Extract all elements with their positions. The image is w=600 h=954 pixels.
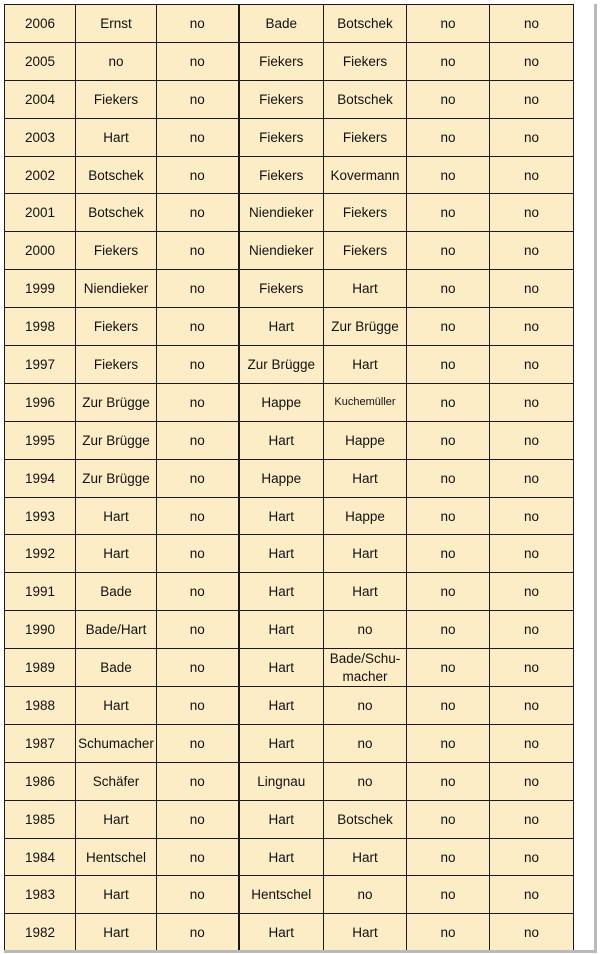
table-cell: Fiekers — [324, 194, 407, 232]
table-cell: no — [490, 914, 574, 952]
table-cell: no — [157, 308, 239, 346]
table-cell: Happe — [324, 497, 407, 535]
table-row — [5, 497, 574, 535]
table-cell: no — [490, 687, 574, 725]
table-cell: no — [407, 156, 490, 194]
year-cell: 2000 — [5, 232, 76, 270]
table-cell: Hart — [239, 724, 324, 762]
table-cell: Hart — [239, 914, 324, 952]
year-cell: 2002 — [5, 156, 76, 194]
table-cell: Lingnau — [239, 762, 324, 800]
table-cell: no — [490, 156, 574, 194]
table-cell: no — [490, 42, 574, 80]
table-cell: Hart — [324, 573, 407, 611]
table-row — [5, 383, 574, 421]
table-cell: no — [407, 535, 490, 573]
table-row — [5, 535, 574, 573]
table-cell: Fiekers — [239, 270, 324, 308]
table-cell: no — [407, 762, 490, 800]
table-row — [5, 308, 574, 346]
table-cell: no — [490, 118, 574, 156]
year-cell: 1999 — [5, 270, 76, 308]
table-cell: no — [490, 232, 574, 270]
table-cell: no — [490, 611, 574, 649]
table-cell: no — [157, 80, 239, 118]
table-cell: no — [157, 535, 239, 573]
table-cell: Fiekers — [324, 42, 407, 80]
table-cell: Schumacher — [76, 724, 157, 762]
table-cell: no — [157, 194, 239, 232]
table-cell: no — [407, 724, 490, 762]
table-cell: Fiekers — [76, 346, 157, 384]
year-cell: 2001 — [5, 194, 76, 232]
table-row — [5, 649, 574, 687]
year-cell: 1994 — [5, 459, 76, 497]
table-cell: no — [407, 914, 490, 952]
table-cell: Ernst — [76, 5, 157, 43]
table-cell: no — [157, 876, 239, 914]
table-cell: no — [157, 687, 239, 725]
table-cell: no — [490, 800, 574, 838]
table-cell: Botschek — [76, 156, 157, 194]
table-row — [5, 156, 574, 194]
year-cell: 1986 — [5, 762, 76, 800]
table-cell: no — [157, 5, 239, 43]
table-cell: no — [407, 687, 490, 725]
table-cell: Botschek — [76, 194, 157, 232]
year-cell: 1989 — [5, 649, 76, 687]
table-cell: Hart — [324, 459, 407, 497]
year-cell: 1998 — [5, 308, 76, 346]
table-row — [5, 800, 574, 838]
table-cell: Zur Brügge — [239, 346, 324, 384]
table-row — [5, 687, 574, 725]
table-cell: no — [157, 346, 239, 384]
table-cell: Hart — [324, 535, 407, 573]
table-cell: Bade/Schu- macher — [324, 649, 407, 687]
table-cell: Fiekers — [324, 118, 407, 156]
table-cell: no — [407, 838, 490, 876]
table-row — [5, 724, 574, 762]
table-cell: no — [407, 611, 490, 649]
table-cell: no — [490, 421, 574, 459]
table-cell: no — [490, 346, 574, 384]
year-cell: 2004 — [5, 80, 76, 118]
table-cell: Hart — [239, 421, 324, 459]
table-row — [5, 611, 574, 649]
table-cell: no — [490, 535, 574, 573]
table-cell: no — [407, 346, 490, 384]
table-cell: Kovermann — [324, 156, 407, 194]
table-cell: no — [407, 459, 490, 497]
table-cell: Hart — [324, 838, 407, 876]
table-cell: no — [157, 421, 239, 459]
table-row — [5, 838, 574, 876]
table-cell: Hart — [324, 346, 407, 384]
table-cell: Hart — [239, 497, 324, 535]
table-cell: no — [407, 573, 490, 611]
table-cell: Hart — [239, 838, 324, 876]
table-cell: Bade — [76, 649, 157, 687]
results-table — [4, 4, 574, 952]
table-cell: Fiekers — [76, 232, 157, 270]
table-cell: no — [490, 876, 574, 914]
table-cell: Hart — [76, 914, 157, 952]
table-cell: no — [490, 649, 574, 687]
table-cell: no — [324, 611, 407, 649]
table-cell: no — [407, 800, 490, 838]
table-cell: no — [157, 459, 239, 497]
table-cell: Niendieker — [239, 194, 324, 232]
table-cell: no — [490, 270, 574, 308]
table-cell: no — [157, 724, 239, 762]
table-cell: no — [157, 42, 239, 80]
table-cell: no — [407, 308, 490, 346]
year-cell: 1985 — [5, 800, 76, 838]
table-cell: Fiekers — [239, 80, 324, 118]
table-cell: no — [324, 876, 407, 914]
table-cell: no — [407, 232, 490, 270]
table-row — [5, 459, 574, 497]
table-row — [5, 232, 574, 270]
table-cell: no — [407, 5, 490, 43]
table-row — [5, 118, 574, 156]
table-cell: no — [407, 80, 490, 118]
table-cell: Hart — [239, 573, 324, 611]
table-cell: no — [490, 459, 574, 497]
table-cell: no — [407, 649, 490, 687]
table-cell: no — [157, 118, 239, 156]
table-cell: Schäfer — [76, 762, 157, 800]
table-cell: no — [157, 497, 239, 535]
table-cell: Hart — [76, 497, 157, 535]
table-cell: no — [157, 649, 239, 687]
results-table-container — [4, 4, 574, 952]
table-cell: no — [490, 308, 574, 346]
table-cell: Botschek — [324, 800, 407, 838]
year-cell: 2006 — [5, 5, 76, 43]
table-cell: no — [157, 573, 239, 611]
year-cell: 1983 — [5, 876, 76, 914]
table-cell: no — [490, 573, 574, 611]
table-row — [5, 876, 574, 914]
table-row — [5, 573, 574, 611]
table-cell: no — [490, 5, 574, 43]
table-cell: no — [157, 800, 239, 838]
table-cell: Hart — [76, 800, 157, 838]
table-cell: Niendieker — [76, 270, 157, 308]
table-cell: no — [490, 383, 574, 421]
table-cell: Hart — [239, 535, 324, 573]
table-cell: Hart — [324, 270, 407, 308]
table-cell: Hart — [239, 611, 324, 649]
year-cell: 2003 — [5, 118, 76, 156]
table-cell: no — [157, 611, 239, 649]
table-cell: Hart — [76, 687, 157, 725]
table-cell: no — [157, 762, 239, 800]
table-cell: Zur Brügge — [76, 459, 157, 497]
table-cell: Hart — [239, 649, 324, 687]
year-cell: 1984 — [5, 838, 76, 876]
table-cell: no — [324, 724, 407, 762]
table-cell: Fiekers — [239, 156, 324, 194]
table-cell: Happe — [324, 421, 407, 459]
table-cell: no — [76, 42, 157, 80]
table-cell: no — [407, 270, 490, 308]
table-cell: Bade/Hart — [76, 611, 157, 649]
table-cell: no — [407, 42, 490, 80]
table-cell: no — [407, 383, 490, 421]
year-cell: 1996 — [5, 383, 76, 421]
table-cell: Hart — [76, 876, 157, 914]
table-row — [5, 194, 574, 232]
table-cell: Hart — [324, 914, 407, 952]
table-cell: no — [324, 687, 407, 725]
year-cell: 1987 — [5, 724, 76, 762]
year-cell: 1995 — [5, 421, 76, 459]
table-cell: no — [157, 232, 239, 270]
table-row — [5, 5, 574, 43]
table-cell: no — [324, 762, 407, 800]
table-cell: Hentschel — [76, 838, 157, 876]
table-row — [5, 421, 574, 459]
table-cell: no — [490, 724, 574, 762]
table-cell: no — [157, 156, 239, 194]
table-cell: no — [490, 194, 574, 232]
table-cell: no — [407, 876, 490, 914]
table-cell: Botschek — [324, 80, 407, 118]
table-cell: Zur Brügge — [76, 421, 157, 459]
table-cell: no — [407, 421, 490, 459]
year-cell: 1993 — [5, 497, 76, 535]
table-cell: no — [407, 118, 490, 156]
table-cell: Bade — [239, 5, 324, 43]
table-cell: no — [157, 838, 239, 876]
year-cell: 2005 — [5, 42, 76, 80]
table-cell: no — [490, 762, 574, 800]
table-row — [5, 914, 574, 952]
table-cell: no — [407, 497, 490, 535]
table-cell: no — [490, 838, 574, 876]
table-cell: Botschek — [324, 5, 407, 43]
table-cell: Hentschel — [239, 876, 324, 914]
table-cell: Fiekers — [76, 80, 157, 118]
table-cell: Zur Brügge — [76, 383, 157, 421]
table-cell: Hart — [239, 687, 324, 725]
table-cell: Fiekers — [76, 308, 157, 346]
table-cell: Hart — [239, 308, 324, 346]
table-row — [5, 42, 574, 80]
table-cell: Fiekers — [324, 232, 407, 270]
table-cell: no — [490, 80, 574, 118]
table-cell: Kuchemüller — [324, 383, 407, 421]
table-cell: Niendieker — [239, 232, 324, 270]
table-cell: no — [157, 383, 239, 421]
table-row — [5, 80, 574, 118]
table-cell: Happe — [239, 383, 324, 421]
table-row — [5, 346, 574, 384]
table-cell: Hart — [76, 535, 157, 573]
table-cell: Hart — [239, 800, 324, 838]
table-row — [5, 270, 574, 308]
table-cell: no — [407, 194, 490, 232]
year-cell: 1997 — [5, 346, 76, 384]
table-cell: no — [157, 270, 239, 308]
table-cell: Bade — [76, 573, 157, 611]
table-cell: Zur Brügge — [324, 308, 407, 346]
results-table-body — [5, 5, 574, 952]
year-cell: 1990 — [5, 611, 76, 649]
table-cell: no — [490, 497, 574, 535]
year-cell: 1992 — [5, 535, 76, 573]
table-cell: Hart — [76, 118, 157, 156]
table-cell: Happe — [239, 459, 324, 497]
table-cell: Fiekers — [239, 42, 324, 80]
year-cell: 1982 — [5, 914, 76, 952]
year-cell: 1991 — [5, 573, 76, 611]
table-cell: no — [157, 914, 239, 952]
year-cell: 1988 — [5, 687, 76, 725]
table-row — [5, 762, 574, 800]
table-cell: Fiekers — [239, 118, 324, 156]
